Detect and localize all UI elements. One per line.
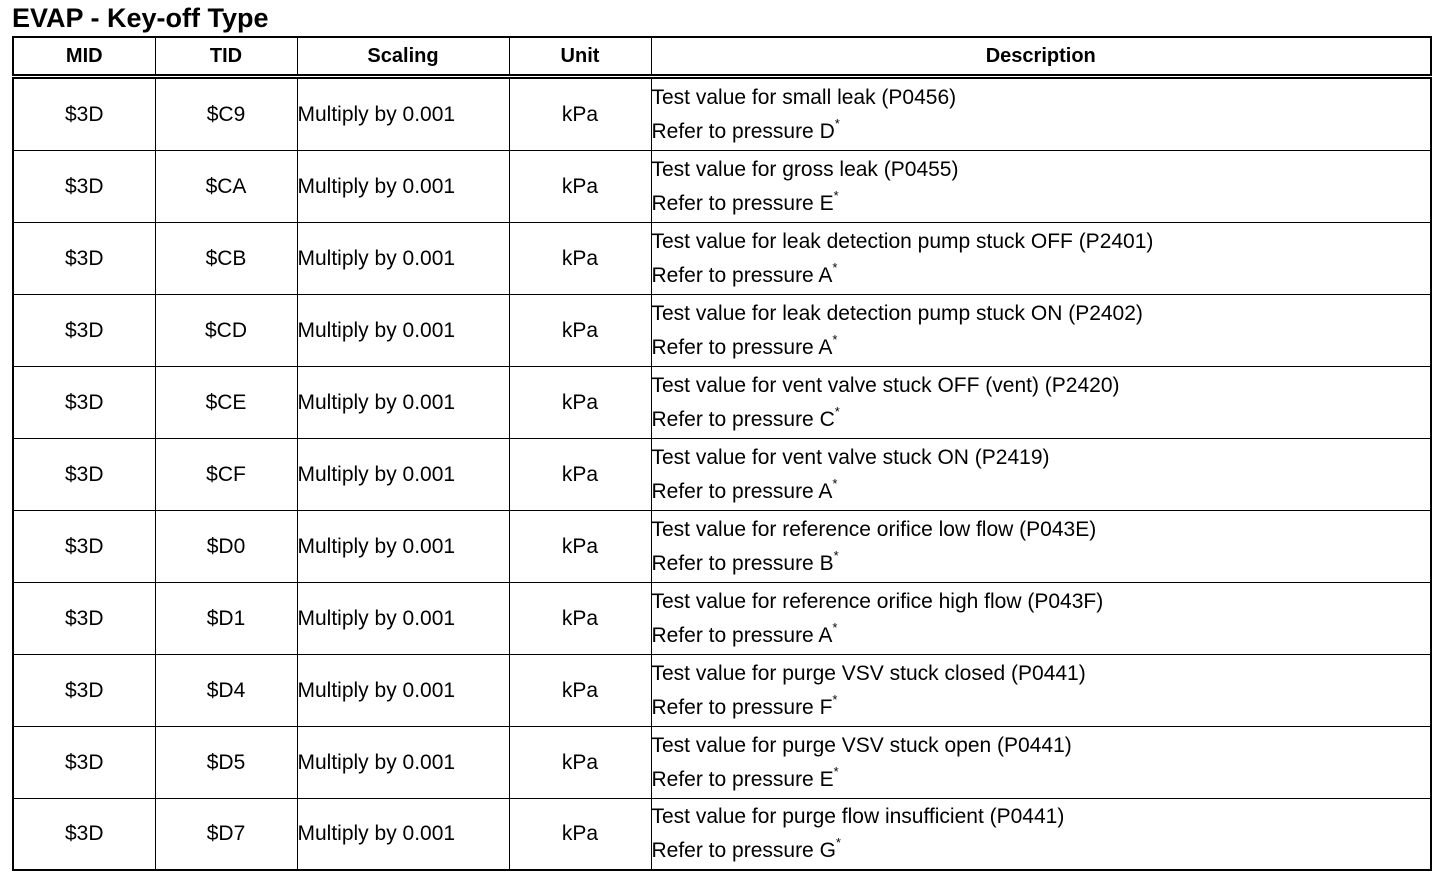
cell-mid: $3D: [13, 583, 155, 655]
evap-test-table: [12, 36, 1432, 871]
footnote-mark: *: [832, 331, 838, 347]
column-header-tid: TID: [155, 37, 297, 77]
description-test-text: Test value for small leak (P0456): [651, 85, 957, 109]
cell-unit: kPa: [509, 727, 651, 799]
description-reference: [652, 619, 1431, 653]
cell-unit: kPa: [509, 799, 651, 871]
cell-mid: $3D: [13, 223, 155, 295]
cell-unit: kPa: [509, 655, 651, 727]
description-reference: [652, 834, 1431, 868]
table-row: [13, 295, 1431, 367]
page-title: EVAP - Key-off Type: [12, 3, 269, 33]
cell-scaling: Multiply by 0.001: [297, 511, 509, 583]
description-reference: [652, 763, 1431, 797]
description-reference: [652, 331, 1431, 365]
cell-description: [651, 799, 1431, 871]
cell-description: [651, 583, 1431, 655]
cell-scaling: Multiply by 0.001: [297, 223, 509, 295]
footnote-mark: *: [834, 403, 840, 419]
cell-unit: kPa: [509, 223, 651, 295]
cell-unit: kPa: [509, 439, 651, 511]
table-row: [13, 151, 1431, 223]
cell-mid: $3D: [13, 655, 155, 727]
table-row: [13, 77, 1431, 151]
cell-tid: $C9: [155, 77, 297, 151]
cell-tid: $CF: [155, 439, 297, 511]
cell-mid: $3D: [13, 295, 155, 367]
header-row: [13, 37, 1431, 77]
cell-mid: $3D: [13, 727, 155, 799]
cell-description: [651, 223, 1431, 295]
description-test-text: Test value for gross leak (P0455): [651, 157, 959, 181]
cell-scaling: Multiply by 0.001: [297, 295, 509, 367]
cell-tid: $D0: [155, 511, 297, 583]
table-row: [13, 223, 1431, 295]
cell-description: [651, 367, 1431, 439]
cell-tid: $CD: [155, 295, 297, 367]
footnote-mark: *: [832, 619, 838, 635]
description-test-text: Test value for leak detection pump stuck ON (P2402): [651, 301, 1143, 325]
cell-scaling: Multiply by 0.001: [297, 151, 509, 223]
cell-scaling: Multiply by 0.001: [297, 727, 509, 799]
table-row: [13, 367, 1431, 439]
column-header-mid: MID: [13, 37, 155, 77]
reference-text: Refer to pressure A: [651, 479, 833, 503]
footnote-mark: *: [832, 475, 838, 491]
column-header-unit: Unit: [509, 37, 651, 77]
reference-text: Refer to pressure E: [651, 767, 834, 791]
description-test-text: Test value for vent valve stuck ON (P2419): [651, 445, 1050, 469]
description-reference: [652, 115, 1431, 149]
description-reference: [652, 259, 1431, 293]
description-test-text: Test value for purge VSV stuck closed (P0441): [651, 661, 1086, 685]
cell-mid: $3D: [13, 439, 155, 511]
reference-text: Refer to pressure A: [651, 623, 833, 647]
description-test-text: Test value for purge VSV stuck open (P0441): [651, 733, 1072, 757]
reference-text: Refer to pressure F: [651, 695, 833, 719]
cell-unit: kPa: [509, 77, 651, 151]
cell-tid: $D5: [155, 727, 297, 799]
cell-mid: $3D: [13, 77, 155, 151]
reference-text: Refer to pressure G: [651, 839, 836, 862]
footnote-mark: *: [834, 115, 840, 131]
cell-description: [651, 511, 1431, 583]
column-header-scaling: Scaling: [297, 37, 509, 77]
reference-text: Refer to pressure E: [651, 191, 834, 215]
description-reference: [652, 691, 1431, 725]
cell-tid: $CA: [155, 151, 297, 223]
cell-description: [651, 439, 1431, 511]
description-test-text: Test value for purge flow insufficient (P0441): [651, 805, 1065, 828]
description-reference: [652, 403, 1431, 437]
reference-text: Refer to pressure A: [651, 335, 833, 359]
table-row: [13, 799, 1431, 871]
cell-unit: kPa: [509, 511, 651, 583]
cell-description: [651, 151, 1431, 223]
cell-unit: kPa: [509, 367, 651, 439]
reference-text: Refer to pressure C: [651, 407, 835, 431]
description-test-text: Test value for reference orifice high flow (P043F): [651, 589, 1104, 613]
cell-tid: $D7: [155, 799, 297, 871]
cell-scaling: Multiply by 0.001: [297, 799, 509, 871]
cell-tid: $D4: [155, 655, 297, 727]
footnote-mark: *: [835, 835, 841, 850]
reference-text: Refer to pressure B: [651, 551, 834, 575]
cell-scaling: Multiply by 0.001: [297, 655, 509, 727]
table-row: [13, 511, 1431, 583]
cell-mid: $3D: [13, 511, 155, 583]
column-header-description: Description: [651, 37, 1431, 77]
description-reference: [652, 547, 1431, 581]
description-reference: [652, 187, 1431, 221]
reference-text: Refer to pressure A: [651, 263, 833, 287]
footnote-mark: *: [833, 763, 839, 779]
table-row: [13, 583, 1431, 655]
footnote-mark: *: [832, 259, 838, 275]
cell-description: [651, 727, 1431, 799]
description-test-text: Test value for reference orifice low flow (P043E): [651, 517, 1097, 541]
cell-tid: $CB: [155, 223, 297, 295]
cell-unit: kPa: [509, 295, 651, 367]
cell-tid: $CE: [155, 367, 297, 439]
table-row: [13, 439, 1431, 511]
cell-unit: kPa: [509, 583, 651, 655]
cell-scaling: Multiply by 0.001: [297, 367, 509, 439]
table-row: [13, 727, 1431, 799]
table-row: [13, 655, 1431, 727]
footnote-mark: *: [833, 187, 839, 203]
cell-scaling: Multiply by 0.001: [297, 439, 509, 511]
footnote-mark: *: [832, 691, 838, 707]
cell-tid: $D1: [155, 583, 297, 655]
description-reference: [652, 475, 1431, 509]
description-test-text: Test value for vent valve stuck OFF (vent) (P2420): [651, 373, 1120, 397]
cell-unit: kPa: [509, 151, 651, 223]
footnote-mark: *: [833, 547, 839, 563]
cell-description: [651, 77, 1431, 151]
reference-text: Refer to pressure D: [651, 119, 835, 143]
cell-mid: $3D: [13, 151, 155, 223]
cell-mid: $3D: [13, 367, 155, 439]
cell-description: [651, 295, 1431, 367]
cell-mid: $3D: [13, 799, 155, 871]
cell-scaling: Multiply by 0.001: [297, 77, 509, 151]
cell-scaling: Multiply by 0.001: [297, 583, 509, 655]
description-test-text: Test value for leak detection pump stuck OFF (P2401): [651, 229, 1154, 253]
cell-description: [651, 655, 1431, 727]
